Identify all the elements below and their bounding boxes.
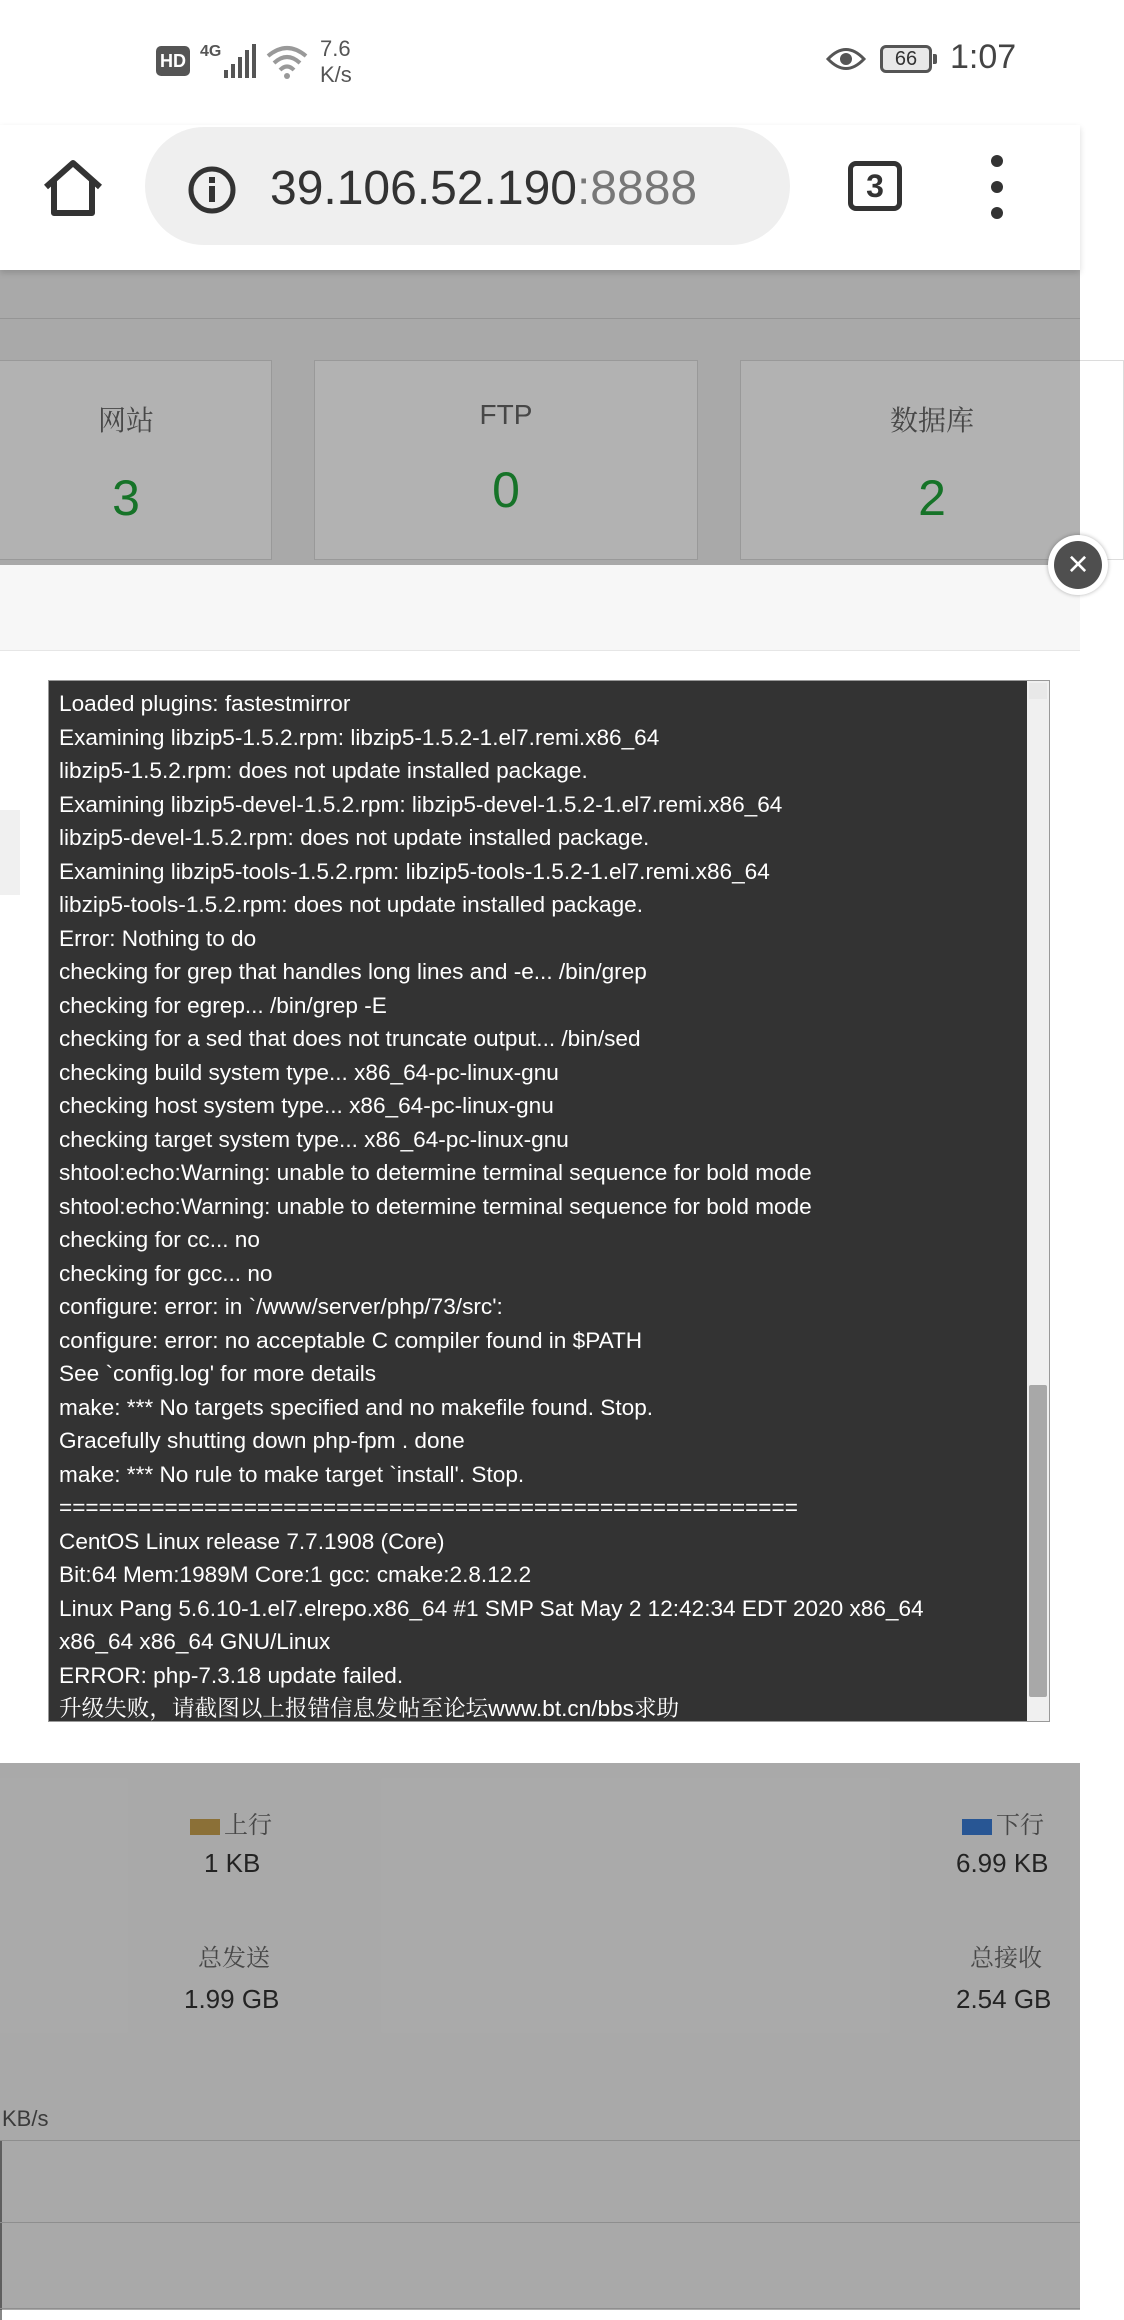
total-sent-label: 总发送: [198, 1945, 270, 1972]
log-line: libzip5-devel-1.5.2.rpm: does not update installed package.: [59, 825, 650, 850]
log-line: Examining libzip5-tools-1.5.2.rpm: libzip5-tools-1.5.2-1.el7.remi.x86_64: [59, 858, 770, 884]
tab-switcher-button[interactable]: 3: [848, 161, 902, 211]
card-database[interactable]: 数据库 2: [740, 360, 1124, 560]
browser-toolbar: [0, 125, 1080, 270]
log-line: 升级失败，请截图以上报错信息发帖至论坛www.bt.cn/bbs求助: [59, 1696, 680, 1721]
network-speed: 7.6 K/s: [320, 36, 352, 87]
log-line: See `config.log' for more details: [59, 1361, 377, 1386]
log-line: checking build system type... x86_64-pc-linux-gnu: [59, 1059, 559, 1085]
log-line: CentOS Linux release 7.7.1908 (Core): [59, 1528, 445, 1554]
home-icon[interactable]: [40, 155, 106, 221]
log-line: Linux Pang 5.6.10-1.el7.elrepo.x86_64 #1 SMP Sat May 2 12:42:34 EDT 2020 x86_64: [59, 1595, 924, 1621]
log-line: x86_64 x86_64 GNU/Linux: [59, 1629, 331, 1654]
close-dialog-button[interactable]: [1048, 535, 1108, 595]
log-line: checking host system type... x86_64-pc-linux-gnu: [59, 1093, 554, 1118]
card-website[interactable]: 网站 3: [0, 360, 272, 560]
scrollbar[interactable]: [1027, 681, 1049, 1721]
signal-icon: [222, 44, 256, 80]
info-icon[interactable]: [187, 165, 237, 215]
log-line: shtool:echo:Warning: unable to determine terminal sequence for bold mode: [59, 1160, 812, 1185]
download-legend: 下行: [962, 1805, 1044, 1840]
log-line: ========================================================: [59, 1495, 798, 1520]
hd-icon: HD: [156, 46, 190, 76]
log-line: checking for egrep... /bin/grep -E: [59, 992, 387, 1018]
total-received-label: 总接收: [970, 1945, 1042, 1972]
eye-comfort-icon: [826, 44, 866, 74]
log-line: Examining libzip5-devel-1.5.2.rpm: libzip5-devel-1.5.2-1.el7.remi.x86_64: [59, 791, 783, 817]
url-text[interactable]: 39.106.52.190:8888: [270, 162, 698, 215]
clock: 1:07: [950, 38, 1017, 76]
wifi-icon: [266, 42, 308, 82]
network-type-label: 4G: [200, 43, 222, 60]
chart-unit: KB/s: [2, 2106, 49, 2131]
log-line: Bit:64 Mem:1989M Core:1 gcc: cmake:2.8.12.2: [59, 1562, 532, 1587]
log-line: make: *** No targets specified and no makefile found. Stop.: [59, 1394, 654, 1420]
log-line: checking for a sed that does not truncate output... /bin/sed: [59, 1026, 641, 1051]
log-line: Gracefully shutting down php-fpm . done: [59, 1428, 465, 1453]
resize-handle[interactable]: [1027, 1699, 1049, 1721]
log-line: ERROR: php-7.3.18 update failed.: [59, 1662, 404, 1688]
overflow-menu-button[interactable]: [985, 155, 1009, 219]
log-line: checking for cc... no: [59, 1227, 260, 1252]
upload-value: 1 KB: [204, 1848, 261, 1878]
status-bar: [0, 0, 1080, 125]
log-line: configure: error: no acceptable C compiler found in $PATH: [59, 1327, 643, 1353]
close-icon[interactable]: ×: [1054, 541, 1102, 589]
log-line: checking target system type... x86_64-pc-linux-gnu: [59, 1126, 569, 1152]
log-line: shtool:echo:Warning: unable to determine terminal sequence for bold mode: [59, 1193, 812, 1219]
log-line: Loaded plugins: fastestmirror: [59, 691, 351, 716]
log-line: Examining libzip5-1.5.2.rpm: libzip5-1.5.2-1.el7.remi.x86_64: [59, 724, 660, 750]
log-line: Error: Nothing to do: [59, 925, 257, 951]
battery-icon: 66: [880, 45, 932, 73]
download-value: 6.99 KB: [956, 1848, 1049, 1878]
dialog-header: [0, 565, 1080, 651]
log-line: libzip5-tools-1.5.2.rpm: does not update installed package.: [59, 892, 644, 917]
log-line: configure: error: in `/www/server/php/73/src':: [59, 1294, 503, 1319]
log-line: make: *** No rule to make target `install'. Stop.: [59, 1461, 525, 1487]
log-line: checking for grep that handles long lines and -e... /bin/grep: [59, 959, 647, 984]
log-lines: [59, 687, 1019, 1726]
upload-legend: 上行: [190, 1805, 272, 1840]
log-console[interactable]: [48, 680, 1050, 1722]
log-line: libzip5-1.5.2.rpm: does not update installed package.: [59, 758, 588, 783]
card-ftp[interactable]: FTP 0: [314, 360, 698, 560]
total-received-value: 2.54 GB: [956, 1984, 1052, 2014]
total-sent-value: 1.99 GB: [184, 1984, 280, 2014]
address-bar[interactable]: [145, 127, 790, 245]
scrollbar-thumb[interactable]: [1029, 1385, 1047, 1697]
log-line: checking for gcc... no: [59, 1260, 273, 1286]
